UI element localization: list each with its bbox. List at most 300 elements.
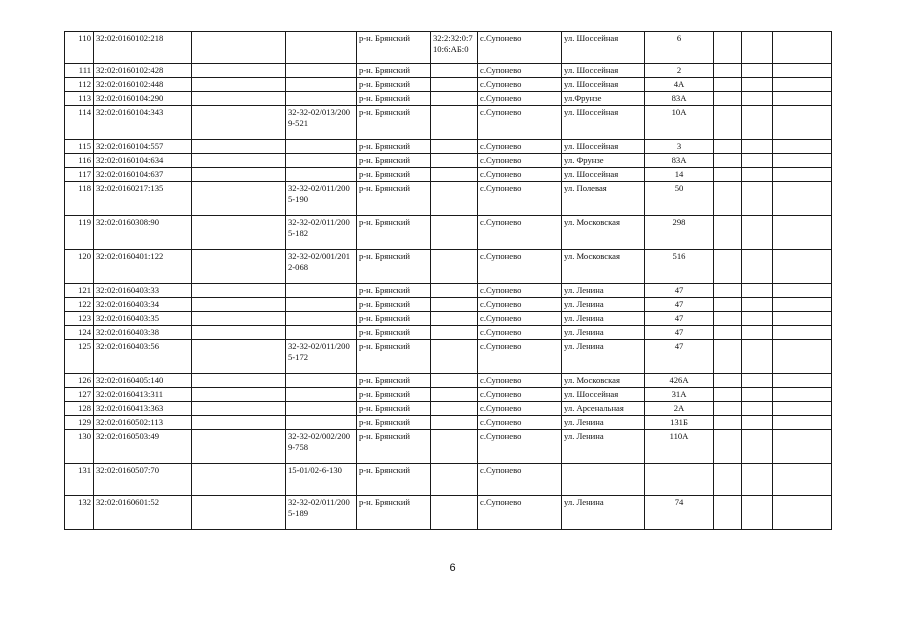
house-number-cell: 3 (645, 140, 714, 154)
registration-number-cell (286, 92, 357, 106)
house-number-cell: 2 (645, 64, 714, 78)
empty-cell (192, 78, 286, 92)
registration-number-cell (286, 416, 357, 430)
district-cell: р-н. Брянский (357, 182, 431, 216)
house-number-cell: 298 (645, 216, 714, 250)
locality-cell: с.Супонево (478, 402, 562, 416)
document-sheet (64, 31, 832, 530)
house-number-cell: 4А (645, 78, 714, 92)
inventory-number-cell (431, 250, 478, 284)
empty-cell (192, 374, 286, 388)
district-cell: р-н. Брянский (357, 154, 431, 168)
table-row (65, 32, 832, 64)
district-cell: р-н. Брянский (357, 496, 431, 530)
inventory-number-cell (431, 216, 478, 250)
house-number-cell: 47 (645, 284, 714, 298)
street-cell: ул. Ленина (562, 430, 645, 464)
empty-cell (192, 168, 286, 182)
empty-cell (742, 430, 773, 464)
row-number-cell: 113 (65, 92, 94, 106)
house-number-cell: 83А (645, 154, 714, 168)
table-row (65, 416, 832, 430)
row-number-cell: 125 (65, 340, 94, 374)
empty-cell (742, 402, 773, 416)
table-row (65, 92, 832, 106)
district-cell: р-н. Брянский (357, 64, 431, 78)
cadastral-number-cell: 32:02:0160102:428 (94, 64, 192, 78)
table-row (65, 284, 832, 298)
district-cell: р-н. Брянский (357, 78, 431, 92)
locality-cell: с.Супонево (478, 284, 562, 298)
registration-number-cell (286, 284, 357, 298)
district-cell: р-н. Брянский (357, 298, 431, 312)
street-cell: ул.Фрунзе (562, 92, 645, 106)
empty-cell (773, 64, 832, 78)
empty-cell (192, 312, 286, 326)
empty-cell (773, 402, 832, 416)
street-cell: ул. Шоссейная (562, 106, 645, 140)
inventory-number-cell (431, 106, 478, 140)
inventory-number-cell (431, 154, 478, 168)
locality-cell: с.Супонево (478, 78, 562, 92)
cadastral-number-cell: 32:02:0160405:140 (94, 374, 192, 388)
street-cell (562, 464, 645, 496)
empty-cell (192, 284, 286, 298)
empty-cell (742, 182, 773, 216)
row-number-cell: 124 (65, 326, 94, 340)
empty-cell (714, 168, 742, 182)
locality-cell: с.Супонево (478, 154, 562, 168)
locality-cell: с.Супонево (478, 32, 562, 64)
street-cell: ул. Ленина (562, 298, 645, 312)
row-number-cell: 126 (65, 374, 94, 388)
house-number-cell: 6 (645, 32, 714, 64)
empty-cell (773, 216, 832, 250)
registration-number-cell (286, 78, 357, 92)
table-row (65, 298, 832, 312)
registration-number-cell: 32-32-02/011/2005-189 (286, 496, 357, 530)
registration-number-cell (286, 326, 357, 340)
street-cell: ул. Арсенальная (562, 402, 645, 416)
street-cell: ул. Фрунзе (562, 154, 645, 168)
inventory-number-cell (431, 298, 478, 312)
house-number-cell: 47 (645, 312, 714, 326)
street-cell: ул. Ленина (562, 496, 645, 530)
empty-cell (192, 340, 286, 374)
empty-cell (773, 182, 832, 216)
empty-cell (773, 298, 832, 312)
locality-cell: с.Супонево (478, 416, 562, 430)
empty-cell (714, 312, 742, 326)
registration-number-cell: 32-32-02/013/2009-521 (286, 106, 357, 140)
district-cell: р-н. Брянский (357, 216, 431, 250)
house-number-cell (645, 464, 714, 496)
locality-cell: с.Супонево (478, 64, 562, 78)
empty-cell (192, 106, 286, 140)
empty-cell (773, 430, 832, 464)
cadastral-number-cell: 32:02:0160104:557 (94, 140, 192, 154)
empty-cell (714, 402, 742, 416)
registration-number-cell: 32-32-02/002/2009-758 (286, 430, 357, 464)
empty-cell (742, 496, 773, 530)
street-cell: ул. Ленина (562, 312, 645, 326)
table-row (65, 374, 832, 388)
row-number-cell: 129 (65, 416, 94, 430)
district-cell: р-н. Брянский (357, 340, 431, 374)
registration-number-cell: 32-32-02/011/2005-182 (286, 216, 357, 250)
house-number-cell: 47 (645, 340, 714, 374)
district-cell: р-н. Брянский (357, 140, 431, 154)
table-row (65, 182, 832, 216)
cadastral-number-cell: 32:02:0160413:363 (94, 402, 192, 416)
registration-number-cell (286, 298, 357, 312)
empty-cell (192, 430, 286, 464)
table-row (65, 64, 832, 78)
locality-cell: с.Супонево (478, 326, 562, 340)
cadastral-number-cell: 32:02:0160104:343 (94, 106, 192, 140)
row-number-cell: 127 (65, 388, 94, 402)
empty-cell (742, 92, 773, 106)
empty-cell (773, 78, 832, 92)
empty-cell (192, 64, 286, 78)
house-number-cell: 110А (645, 430, 714, 464)
empty-cell (192, 416, 286, 430)
locality-cell: с.Супонево (478, 250, 562, 284)
street-cell: ул. Ленина (562, 340, 645, 374)
row-number-cell: 112 (65, 78, 94, 92)
inventory-number-cell (431, 496, 478, 530)
cadastral-number-cell: 32:02:0160403:56 (94, 340, 192, 374)
empty-cell (714, 464, 742, 496)
table-row (65, 430, 832, 464)
empty-cell (773, 284, 832, 298)
empty-cell (714, 430, 742, 464)
inventory-number-cell (431, 182, 478, 216)
row-number-cell: 122 (65, 298, 94, 312)
inventory-number-cell (431, 78, 478, 92)
inventory-number-cell (431, 402, 478, 416)
cadastral-number-cell: 32:02:0160102:448 (94, 78, 192, 92)
row-number-cell: 120 (65, 250, 94, 284)
table-row (65, 464, 832, 496)
row-number-cell: 118 (65, 182, 94, 216)
empty-cell (742, 464, 773, 496)
empty-cell (742, 168, 773, 182)
empty-cell (742, 154, 773, 168)
empty-cell (742, 250, 773, 284)
house-number-cell: 83А (645, 92, 714, 106)
district-cell: р-н. Брянский (357, 92, 431, 106)
cadastral-number-cell: 32:02:0160601:52 (94, 496, 192, 530)
table-row (65, 340, 832, 374)
street-cell: ул. Шоссейная (562, 388, 645, 402)
street-cell: ул. Московская (562, 250, 645, 284)
empty-cell (192, 140, 286, 154)
inventory-number-cell (431, 64, 478, 78)
empty-cell (192, 326, 286, 340)
district-cell: р-н. Брянский (357, 168, 431, 182)
locality-cell: с.Супонево (478, 182, 562, 216)
district-cell: р-н. Брянский (357, 326, 431, 340)
empty-cell (192, 154, 286, 168)
house-number-cell: 2А (645, 402, 714, 416)
empty-cell (192, 32, 286, 64)
empty-cell (773, 32, 832, 64)
empty-cell (742, 106, 773, 140)
row-number-cell: 115 (65, 140, 94, 154)
cadastral-number-cell: 32:02:0160413:311 (94, 388, 192, 402)
table-row (65, 168, 832, 182)
empty-cell (742, 374, 773, 388)
empty-cell (192, 250, 286, 284)
inventory-number-cell (431, 312, 478, 326)
empty-cell (714, 78, 742, 92)
house-number-cell: 426А (645, 374, 714, 388)
district-cell: р-н. Брянский (357, 312, 431, 326)
registration-number-cell (286, 64, 357, 78)
empty-cell (742, 326, 773, 340)
cadastral-number-cell: 32:02:0160403:33 (94, 284, 192, 298)
empty-cell (773, 154, 832, 168)
empty-cell (773, 106, 832, 140)
page-number: 6 (449, 562, 456, 574)
empty-cell (714, 250, 742, 284)
locality-cell: с.Супонево (478, 388, 562, 402)
registration-number-cell (286, 140, 357, 154)
street-cell: ул. Шоссейная (562, 64, 645, 78)
street-cell: ул. Шоссейная (562, 32, 645, 64)
empty-cell (714, 326, 742, 340)
district-cell: р-н. Брянский (357, 416, 431, 430)
inventory-number-cell (431, 430, 478, 464)
cadastral-number-cell: 32:02:0160104:637 (94, 168, 192, 182)
registration-number-cell (286, 402, 357, 416)
empty-cell (714, 32, 742, 64)
empty-cell (742, 284, 773, 298)
table-row (65, 78, 832, 92)
table-row (65, 106, 832, 140)
house-number-cell: 50 (645, 182, 714, 216)
cadastral-number-cell: 32:02:0160104:290 (94, 92, 192, 106)
empty-cell (773, 374, 832, 388)
street-cell: ул. Шоссейная (562, 168, 645, 182)
house-number-cell: 131Б (645, 416, 714, 430)
district-cell: р-н. Брянский (357, 250, 431, 284)
street-cell: ул. Московская (562, 216, 645, 250)
inventory-number-cell (431, 92, 478, 106)
empty-cell (714, 340, 742, 374)
street-cell: ул. Шоссейная (562, 78, 645, 92)
cadastral-number-cell: 32:02:0160308:90 (94, 216, 192, 250)
inventory-number-cell (431, 284, 478, 298)
locality-cell: с.Супонево (478, 92, 562, 106)
empty-cell (773, 416, 832, 430)
empty-cell (742, 312, 773, 326)
cadastral-number-cell: 32:02:0160507:70 (94, 464, 192, 496)
empty-cell (742, 32, 773, 64)
empty-cell (192, 92, 286, 106)
row-number-cell: 130 (65, 430, 94, 464)
cadastral-number-cell: 32:02:0160503:49 (94, 430, 192, 464)
locality-cell: с.Супонево (478, 430, 562, 464)
empty-cell (714, 216, 742, 250)
row-number-cell: 110 (65, 32, 94, 64)
registration-number-cell (286, 154, 357, 168)
district-cell: р-н. Брянский (357, 402, 431, 416)
district-cell: р-н. Брянский (357, 32, 431, 64)
empty-cell (773, 250, 832, 284)
empty-cell (714, 92, 742, 106)
empty-cell (192, 298, 286, 312)
row-number-cell: 111 (65, 64, 94, 78)
empty-cell (742, 298, 773, 312)
empty-cell (742, 64, 773, 78)
empty-cell (742, 416, 773, 430)
table-row (65, 402, 832, 416)
empty-cell (714, 496, 742, 530)
empty-cell (714, 298, 742, 312)
row-number-cell: 123 (65, 312, 94, 326)
locality-cell: с.Супонево (478, 216, 562, 250)
empty-cell (714, 154, 742, 168)
empty-cell (773, 168, 832, 182)
row-number-cell: 131 (65, 464, 94, 496)
empty-cell (742, 140, 773, 154)
registration-number-cell (286, 388, 357, 402)
street-cell: ул. Шоссейная (562, 140, 645, 154)
empty-cell (192, 388, 286, 402)
locality-cell: с.Супонево (478, 140, 562, 154)
locality-cell: с.Супонево (478, 168, 562, 182)
empty-cell (192, 402, 286, 416)
table-row (65, 140, 832, 154)
district-cell: р-н. Брянский (357, 388, 431, 402)
street-cell: ул. Ленина (562, 326, 645, 340)
registration-number-cell (286, 312, 357, 326)
cadastral-number-cell: 32:02:0160102:218 (94, 32, 192, 64)
table-row (65, 326, 832, 340)
inventory-number-cell (431, 464, 478, 496)
cadastral-number-cell: 32:02:0160401:122 (94, 250, 192, 284)
row-number-cell: 121 (65, 284, 94, 298)
row-number-cell: 114 (65, 106, 94, 140)
cadastral-number-cell: 32:02:0160502:113 (94, 416, 192, 430)
empty-cell (773, 340, 832, 374)
locality-cell: с.Супонево (478, 312, 562, 326)
house-number-cell: 74 (645, 496, 714, 530)
table-row (65, 496, 832, 530)
cadastral-number-cell: 32:02:0160403:38 (94, 326, 192, 340)
empty-cell (742, 388, 773, 402)
empty-cell (742, 78, 773, 92)
house-number-cell: 14 (645, 168, 714, 182)
table-row (65, 154, 832, 168)
locality-cell: с.Супонево (478, 340, 562, 374)
district-cell: р-н. Брянский (357, 106, 431, 140)
inventory-number-cell (431, 326, 478, 340)
registration-number-cell (286, 32, 357, 64)
property-register-table (64, 31, 832, 530)
empty-cell (773, 388, 832, 402)
empty-cell (192, 182, 286, 216)
house-number-cell: 47 (645, 298, 714, 312)
empty-cell (714, 388, 742, 402)
street-cell: ул. Ленина (562, 284, 645, 298)
locality-cell: с.Супонево (478, 374, 562, 388)
empty-cell (773, 326, 832, 340)
table-row (65, 388, 832, 402)
cadastral-number-cell: 32:02:0160217:135 (94, 182, 192, 216)
registration-number-cell: 15-01/02-6-130 (286, 464, 357, 496)
registration-number-cell: 32-32-02/011/2005-190 (286, 182, 357, 216)
locality-cell: с.Супонево (478, 298, 562, 312)
inventory-number-cell (431, 140, 478, 154)
table-body (65, 32, 832, 530)
locality-cell: с.Супонево (478, 106, 562, 140)
inventory-number-cell (431, 416, 478, 430)
table-row (65, 216, 832, 250)
registration-number-cell (286, 374, 357, 388)
house-number-cell: 10А (645, 106, 714, 140)
empty-cell (773, 92, 832, 106)
empty-cell (714, 284, 742, 298)
empty-cell (192, 464, 286, 496)
empty-cell (192, 216, 286, 250)
empty-cell (714, 106, 742, 140)
district-cell: р-н. Брянский (357, 464, 431, 496)
row-number-cell: 116 (65, 154, 94, 168)
house-number-cell: 516 (645, 250, 714, 284)
inventory-number-cell (431, 374, 478, 388)
empty-cell (773, 312, 832, 326)
row-number-cell: 128 (65, 402, 94, 416)
row-number-cell: 119 (65, 216, 94, 250)
house-number-cell: 47 (645, 326, 714, 340)
inventory-number-cell (431, 340, 478, 374)
empty-cell (714, 140, 742, 154)
empty-cell (714, 374, 742, 388)
empty-cell (742, 216, 773, 250)
empty-cell (192, 496, 286, 530)
district-cell: р-н. Брянский (357, 284, 431, 298)
registration-number-cell: 32-32-02/011/2005-172 (286, 340, 357, 374)
empty-cell (773, 140, 832, 154)
cadastral-number-cell: 32:02:0160403:34 (94, 298, 192, 312)
row-number-cell: 132 (65, 496, 94, 530)
locality-cell: с.Супонево (478, 496, 562, 530)
street-cell: ул. Полевая (562, 182, 645, 216)
district-cell: р-н. Брянский (357, 374, 431, 388)
inventory-number-cell (431, 388, 478, 402)
inventory-number-cell (431, 168, 478, 182)
row-number-cell: 117 (65, 168, 94, 182)
empty-cell (773, 464, 832, 496)
empty-cell (714, 416, 742, 430)
table-row (65, 250, 832, 284)
empty-cell (714, 64, 742, 78)
cadastral-number-cell: 32:02:0160104:634 (94, 154, 192, 168)
empty-cell (714, 182, 742, 216)
cadastral-number-cell: 32:02:0160403:35 (94, 312, 192, 326)
table-row (65, 312, 832, 326)
registration-number-cell: 32-32-02/001/2012-068 (286, 250, 357, 284)
empty-cell (773, 496, 832, 530)
empty-cell (742, 340, 773, 374)
street-cell: ул. Ленина (562, 416, 645, 430)
district-cell: р-н. Брянский (357, 430, 431, 464)
locality-cell: с.Супонево (478, 464, 562, 496)
house-number-cell: 31А (645, 388, 714, 402)
